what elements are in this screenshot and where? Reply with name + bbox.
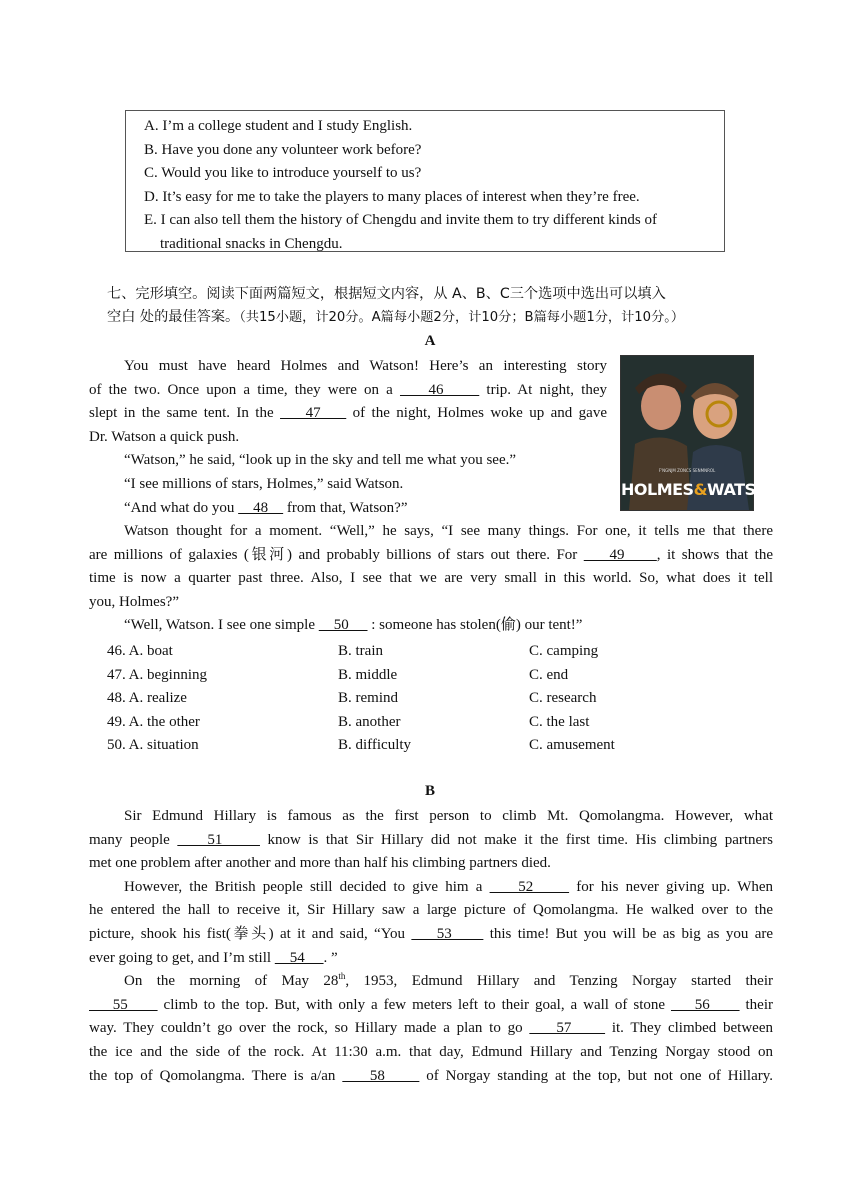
choices-a <box>107 640 707 758</box>
choice[interactable]: B. train <box>338 643 383 659</box>
poster-top-text: F'NGNJM ZONCS SENMNROL <box>658 468 716 473</box>
passage-a-line <box>89 402 607 426</box>
text: it. They climbed between <box>605 1020 773 1037</box>
passage-b-line <box>89 876 773 900</box>
poster-title-right: WATSON <box>707 480 782 499</box>
superscript-th: th <box>338 971 346 982</box>
passage-b-line: the ice and the side of the rock. At 11:30 a.m. that day, Edmund Hillary and Tenzing Norgay stood on <box>89 1043 773 1060</box>
passage-a-line: you, Holmes?” <box>89 593 179 610</box>
option-b: B. Have you done any volunteer work before? <box>144 141 422 158</box>
text: “Well, Watson. I see one simple <box>124 617 319 634</box>
text: slept in the same tent. In the <box>89 405 281 422</box>
blank-54[interactable]: 54 <box>274 949 324 966</box>
heading-line-1: 七、完形填空。阅读下面两篇短文，根据短文内容，从 A、B、C三个选项中选出可以填入 <box>107 286 666 302</box>
passage-a-line: “Watson,” he said, “look up in the sky and tell me what you see.” <box>124 452 517 469</box>
option-c: C. Would you like to introduce yourself to us? <box>144 165 422 182</box>
poster-ampersand: & <box>693 480 708 499</box>
choice-row <box>107 734 707 758</box>
option-a: A. I’m a college student and I study English. <box>144 118 413 134</box>
passage-a-body <box>89 520 773 638</box>
passage-a-line <box>89 379 607 403</box>
choice-row <box>107 687 707 711</box>
choice-row <box>107 711 707 735</box>
heading-line-2 <box>107 306 777 329</box>
passage-b-line <box>89 923 773 947</box>
option-d: D. It’s easy for me to take the players to many places of interest when they’re free. <box>144 188 640 205</box>
text: are millions of galaxies (银河) and probably billions of stars out there. For <box>89 546 584 563</box>
passage-b-line <box>89 947 773 971</box>
passage-b-line <box>89 994 773 1018</box>
text: for his never giving up. When <box>569 878 774 895</box>
blank-50[interactable]: 50 <box>318 617 368 634</box>
passage-a-line: Dr. Watson a quick push. <box>89 428 240 445</box>
text: trip. At night, they <box>479 381 607 398</box>
passage-a-title: A <box>424 333 436 349</box>
choice[interactable]: B. difficulty <box>338 737 412 754</box>
passage-a-line <box>89 544 773 568</box>
passage-b-line <box>89 829 773 853</box>
choice[interactable]: 49. A. the other <box>107 713 200 730</box>
blank-52[interactable]: 52 <box>489 878 570 895</box>
text: . ” <box>323 949 338 966</box>
passage-b-body <box>89 805 773 1088</box>
text: of the night, Holmes woke up and gave <box>346 405 607 422</box>
text: this time! But you will be as big as you are <box>483 925 773 942</box>
choice[interactable]: B. middle <box>338 666 398 683</box>
blank-51[interactable]: 51 <box>177 831 260 848</box>
choice[interactable]: C. end <box>529 666 569 683</box>
passage-b-line: met one problem after another and more than half his climbing partners died. <box>89 855 551 872</box>
passage-a-line: time is now a quarter past three. Also, I see that we are very small in this world. So, what does it tell <box>89 570 773 587</box>
text: their <box>739 996 774 1013</box>
choice[interactable]: C. camping <box>529 643 599 659</box>
blank-57[interactable]: 57 <box>529 1020 606 1037</box>
text: way. They couldn’t go over the rock, so Hillary made a plan to go <box>89 1020 530 1037</box>
blank-56[interactable]: 56 <box>670 996 740 1013</box>
choice[interactable]: 50. A. situation <box>107 737 199 754</box>
blank-48[interactable]: 48 <box>238 499 284 516</box>
blank-47[interactable]: 47 <box>280 405 347 422</box>
choice[interactable]: 46. A. boat <box>107 643 173 659</box>
text: picture, shook his fist(拳头) at it and said, “You <box>89 925 412 942</box>
heading-line-2-text: 空白 处的最佳答案。 <box>107 309 240 325</box>
holmes-watson-poster-image <box>620 355 782 511</box>
text: : someone has stolen(偷) our tent!” <box>367 617 583 634</box>
text: climb to the top. But, with only a few meters left to their goal, a wall of stone <box>157 996 671 1013</box>
text: from that, Watson?” <box>283 499 408 516</box>
text: the top of Qomolangma. There is a/an <box>89 1067 343 1084</box>
text: many people <box>89 831 178 848</box>
choice-row <box>107 664 707 688</box>
passage-a-line <box>89 614 773 638</box>
passage-b-title: B <box>424 783 435 799</box>
text: know is that Sir Hillary did not make it the first time. His climbing partners <box>259 831 774 848</box>
options-box <box>125 110 725 252</box>
passage-a-line: “I see millions of stars, Holmes,” said Watson. <box>124 475 404 492</box>
option-e: E. I can also tell them the history of Chengdu and invite them to try different kinds of <box>144 212 657 229</box>
passage-b-line: he entered the hall to receive it, Sir Hillary saw a large picture of Qomolangma. He walked over to the <box>89 902 773 919</box>
choice[interactable]: C. research <box>529 690 597 707</box>
passage-b-line <box>89 970 773 994</box>
blank-46[interactable]: 46 <box>399 381 480 398</box>
text: “And what do you <box>124 499 239 516</box>
text: ever going to get, and I’m still <box>89 949 275 966</box>
choice[interactable]: B. remind <box>338 690 398 707</box>
choice[interactable]: C. amusement <box>529 737 615 754</box>
text: of the two. Once upon a time, they were on a <box>89 381 400 398</box>
passage-a-line <box>89 497 607 521</box>
blank-53[interactable]: 53 <box>411 925 484 942</box>
poster-title <box>621 480 782 499</box>
choice[interactable]: 47. A. beginning <box>107 666 207 683</box>
heading-note: （共15小题，计20分。A篇每小题2分，计10分；B篇每小题1分，计10分。） <box>239 310 685 325</box>
passage-b-line <box>89 1017 773 1041</box>
blank-58[interactable]: 58 <box>342 1067 420 1084</box>
choice[interactable]: B. another <box>338 713 401 730</box>
section-heading <box>107 283 777 329</box>
blank-49[interactable]: 49 <box>583 546 657 563</box>
passage-b-line: Sir Edmund Hillary is famous as the first person to climb Mt. Qomolangma. However, what <box>124 808 773 824</box>
text: On the morning of May 28 <box>124 973 339 990</box>
text: of Norgay standing at the top, but not one of Hillary. <box>419 1067 774 1084</box>
choice[interactable]: C. the last <box>529 713 590 730</box>
passage-a-line: Watson thought for a moment. “Well,” he says, “I see many things. For one, it tells me that there <box>124 523 773 539</box>
passage-b-line <box>89 1065 773 1089</box>
blank-55[interactable]: 55 <box>89 996 158 1013</box>
text: However, the British people still decided to give him a <box>124 878 490 895</box>
text: , 1953, Edmund Hillary and Tenzing Norgay started their <box>345 973 773 990</box>
choice[interactable]: 48. A. realize <box>107 690 187 707</box>
text: , it shows that the <box>656 546 774 563</box>
choice-row <box>107 640 707 664</box>
passage-a-line: You must have heard Holmes and Watson! Here’s an interesting story <box>124 358 607 374</box>
passage-a-intro <box>89 355 607 520</box>
option-e-continued: traditional snacks in Chengdu. <box>160 235 343 252</box>
poster-title-left: HOLMES <box>621 480 694 499</box>
